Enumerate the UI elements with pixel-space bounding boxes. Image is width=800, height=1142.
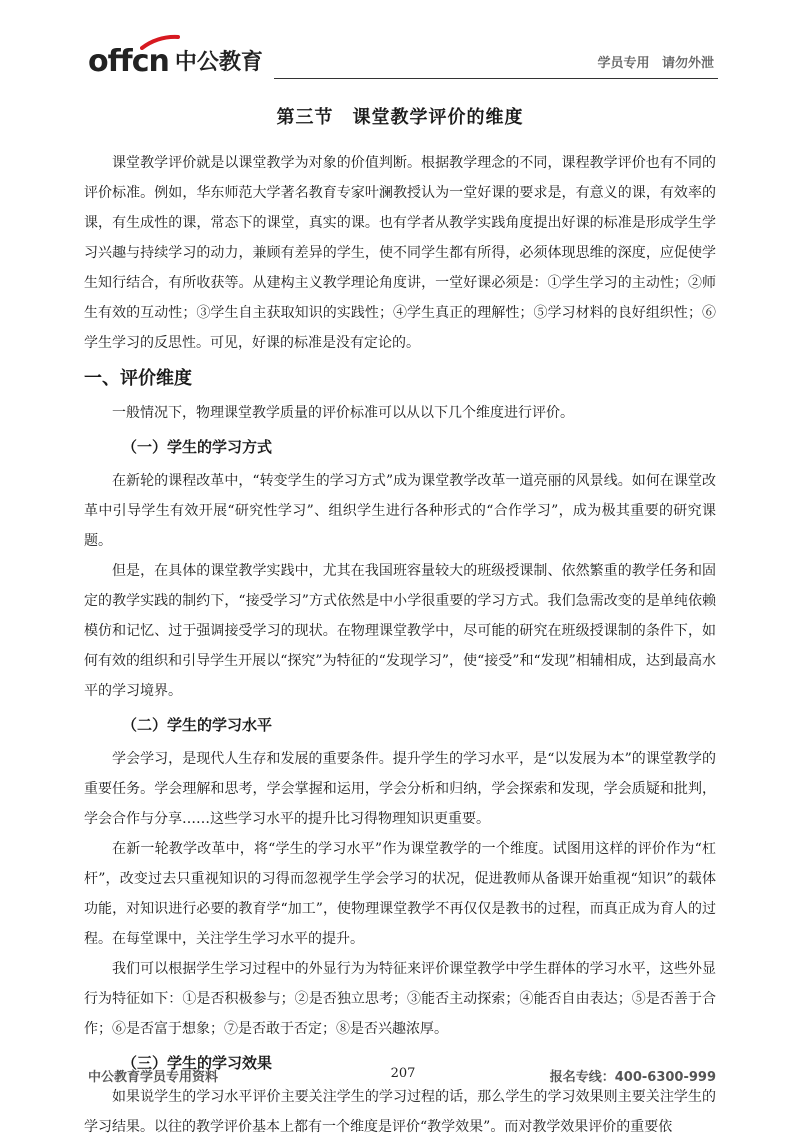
subheading-learning-level: （二）学生的学习水平 xyxy=(122,716,273,734)
logo-latin-text: offcn xyxy=(88,44,169,79)
heading-evaluation-dimensions: 一、评价维度 xyxy=(84,368,192,389)
learning-effect-paragraph-1: 如果说学生的学习水平评价主要关注学生的学习过程的话，那么学生的学习效果则主要关注学生的学习结果。以往的教学评价基本上都有一个维度是评价“教学效果”。而对教学效果评价的重要依 xyxy=(84,1089,716,1135)
page-content xyxy=(84,98,716,1142)
learning-level-paragraph-1: 学会学习，是现代人生存和发展的重要条件。提升学生的学习水平，是“以发展为本”的课堂教学的重要任务。学会理解和思考，学会掌握和运用，学会分析和归纳，学会探索和发现，学会质疑和批判，学会合作与分享……这些学习水平的提升比习得物理知识更重要。 xyxy=(84,751,716,827)
logo-swoosh-icon xyxy=(140,34,180,50)
header-divider xyxy=(274,78,718,79)
learning-level-paragraph-2: 在新一轮教学改革中，将“学生的学习水平”作为课堂教学的一个维度。试图用这样的评价作为“杠杆”，改变过去只重视知识的习得而忽视学生学会学习的状况，促进教师从备课开始重视“知识”的载体功能，对知识进行必要的教育学“加工”，使物理课堂教学不再仅仅是教书的过程，而真正成为育人的过程。在每堂课中，关注学生学习水平的提升。 xyxy=(84,841,716,947)
offcn-logo xyxy=(88,36,263,80)
learning-method-paragraph-1: 在新轮的课程改革中，“转变学生的学习方式”成为课堂教学改革一道亮丽的风景线。如何在课堂改革中引导学生有效开展“研究性学习”、组织学生进行各种形式的“合作学习”，成为极其重要的研究课题。 xyxy=(84,473,716,549)
learning-level-paragraph-3: 我们可以根据学生学习过程中的外显行为为特征来评价课堂教学中学生群体的学习水平，这些外显行为特征如下：①是否积极参与；②是否独立思考；③能否主动探索；④能否自由表达；⑤是否善于合作；⑥是否富于想象；⑦是否敢于否定；⑧是否兴趣浓厚。 xyxy=(84,961,716,1037)
footer-material-label: 中公教育学员专用资料 xyxy=(88,1070,219,1085)
section-title: 第三节 课堂教学评价的维度 xyxy=(276,107,524,128)
footer-hotline: 报名专线：400-6300-999 xyxy=(549,1070,716,1085)
page-header xyxy=(88,36,718,80)
logo-chinese-text: 中公教育 xyxy=(174,50,263,75)
subheading-learning-effect: （三）学生的学习效果 xyxy=(122,1054,273,1072)
learning-method-paragraph-2: 但是，在具体的课堂教学实践中，尤其在我国班容量较大的班级授课制、依然繁重的教学任务和固定的教学实践的制约下，“接受学习”方式依然是中小学很重要的学习方式。我们急需改变的是单纯依赖模仿和记忆、过于强调接受学习的现状。在物理课堂教学中，尽可能的研究在班级授课制的条件下，如何有效的组织和引导学生开展以“探究”为特征的“发现学习”，使“接受”和“发现”相辅相成，达到最高水平的学习境界。 xyxy=(84,563,716,699)
page-number: 207 xyxy=(390,1066,416,1081)
confidential-note: 学员专用 请勿外泄 xyxy=(597,56,714,71)
page-footer xyxy=(88,1066,718,1090)
intro-paragraph: 课堂教学评价就是以课堂教学为对象的价值判断。根据教学理念的不同，课程教学评价也有不同的评价标准。例如，华东师范大学著名教育专家叶澜教授认为一堂好课的要求是，有意义的课，有效率的课，有生成性的课，常态下的课堂，真实的课。也有学者从教学实践角度提出好课的标准是形成学生学习兴趣与持续学习的动力，兼顾有差异的学生，使不同学生都有所得，必须体现思维的深度，应促使学生知行结合，有所收获等。从建构主义教学理论角度讲，一堂好课必须是：①学生学习的主动性；②师生有效的互动性；③学生自主获取知识的实践性；④学生真正的理解性；⑤学习材料的良好组织性；⑥学生学习的反思性。可见，好课的标准是没有定论的。 xyxy=(84,155,716,351)
dimensions-intro-paragraph: 一般情况下，物理课堂教学质量的评价标准可以从以下几个维度进行评价。 xyxy=(112,405,574,421)
subheading-learning-method: （一）学生的学习方式 xyxy=(122,438,273,456)
